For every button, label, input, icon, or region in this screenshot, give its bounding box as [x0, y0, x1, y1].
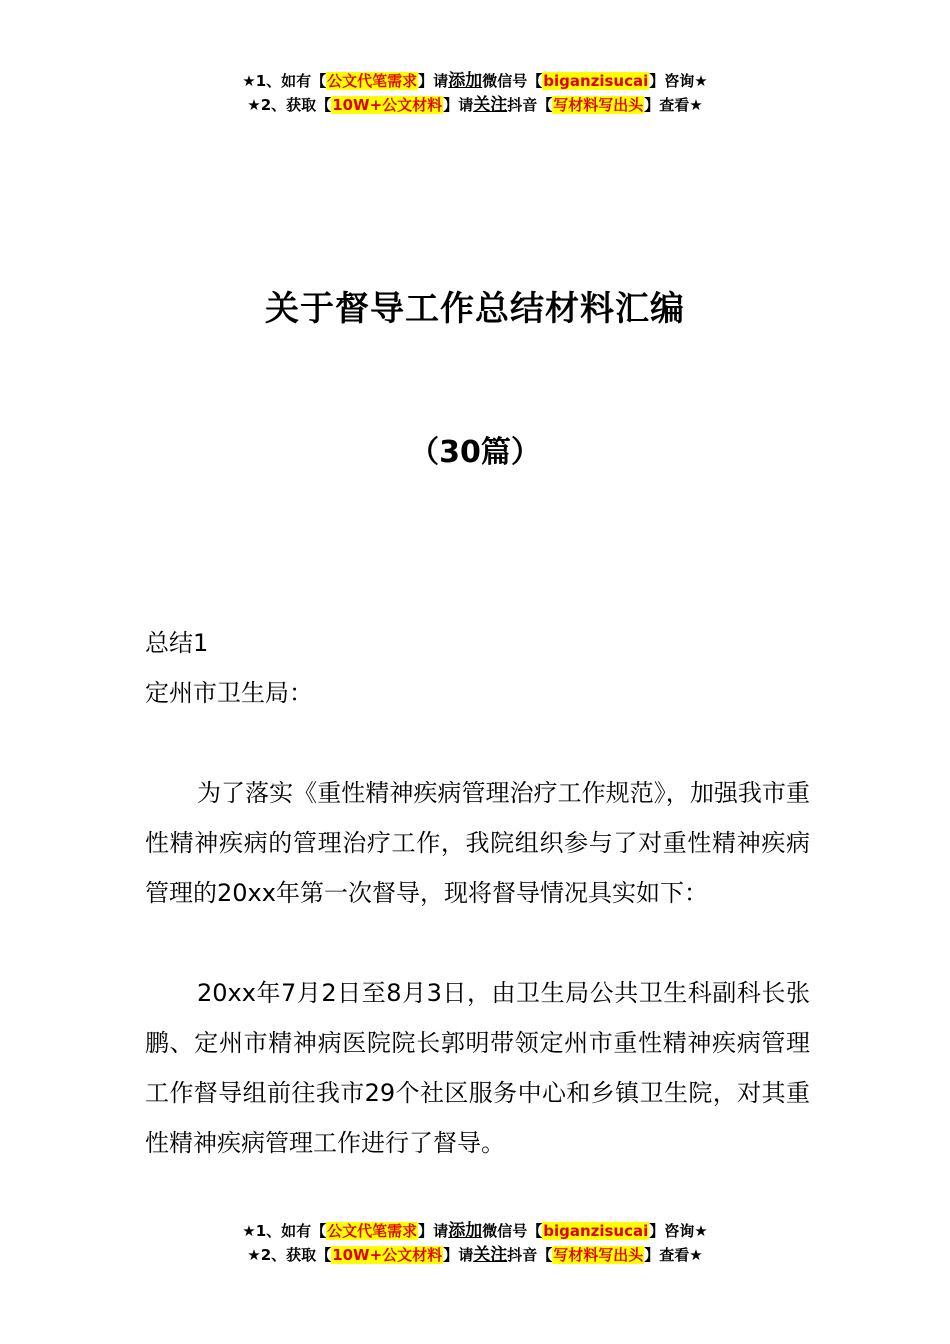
- body-paragraph: 20xx年7月2日至8月3日，由卫生局公共卫生科副科长张鹏、定州市精神病医院院长郭明带领定州市重性精神疾病管理工作督导组前往我市29个社区服务中心和乡镇卫生院，对其重性精神疾病管理工作进行了督导。: [145, 979, 810, 1157]
- section-label: 总结1: [145, 629, 209, 657]
- body-paragraph: 为了落实《重性精神疾病管理治疗工作规范》，加强我市重性精神疾病的管理治疗工作，我院组织参与了对重性精神疾病管理的20xx年第一次督导，现将督导情况具实如下：: [145, 779, 810, 907]
- notice-line-1: [0, 1219, 950, 1243]
- notice-line-2: [0, 1243, 950, 1267]
- notice-text: 】请: [443, 96, 474, 114]
- paragraph-spacer: [145, 718, 810, 768]
- douyin-id-highlight: 写材料写出头: [553, 1246, 644, 1264]
- addressee: 定州市卫生局：: [145, 679, 313, 707]
- notice-suffix: 】查看★: [644, 96, 703, 114]
- notice-text: 微信号【: [482, 72, 543, 90]
- notice-emphasis: 添加: [448, 71, 483, 91]
- notice-text: 抖音【: [507, 96, 553, 114]
- notice-emphasis: 关注: [473, 95, 508, 115]
- douyin-id-highlight: 写材料写出头: [553, 96, 644, 114]
- notice-prefix: ★2、获取【: [247, 1246, 332, 1264]
- notice-prefix: ★1、如有【: [242, 1222, 327, 1240]
- notice-highlight: 公文代笔需求: [327, 1222, 418, 1240]
- document-title: 关于督导工作总结材料汇编: [265, 289, 685, 329]
- notice-prefix: ★2、获取【: [247, 96, 332, 114]
- notice-highlight: 10W+公文材料: [332, 96, 443, 114]
- notice-suffix: 】查看★: [644, 1246, 703, 1264]
- notice-emphasis: 添加: [448, 1221, 483, 1241]
- notice-prefix: ★1、如有【: [242, 72, 327, 90]
- notice-highlight: 公文代笔需求: [327, 72, 418, 90]
- notice-text: 】请: [443, 1246, 474, 1264]
- notice-suffix: 】咨询★: [649, 1222, 708, 1240]
- notice-line-2: [0, 93, 950, 117]
- notice-highlight: 10W+公文材料: [332, 1246, 443, 1264]
- wechat-id-highlight: biganzisucai: [543, 72, 649, 90]
- notice-text: 】请: [418, 1222, 449, 1240]
- paragraph-spacer: [145, 918, 810, 968]
- document-body: [145, 618, 810, 1168]
- wechat-id-highlight: biganzisucai: [543, 1222, 649, 1240]
- document-subtitle: （30篇）: [409, 435, 541, 470]
- notice-suffix: 】咨询★: [649, 72, 708, 90]
- notice-line-1: [0, 69, 950, 93]
- notice-text: 抖音【: [507, 1246, 553, 1264]
- notice-text: 微信号【: [482, 1222, 543, 1240]
- footer-notice: [0, 1219, 950, 1267]
- notice-emphasis: 关注: [473, 1245, 508, 1265]
- header-notice: [0, 69, 950, 117]
- notice-text: 】请: [418, 72, 449, 90]
